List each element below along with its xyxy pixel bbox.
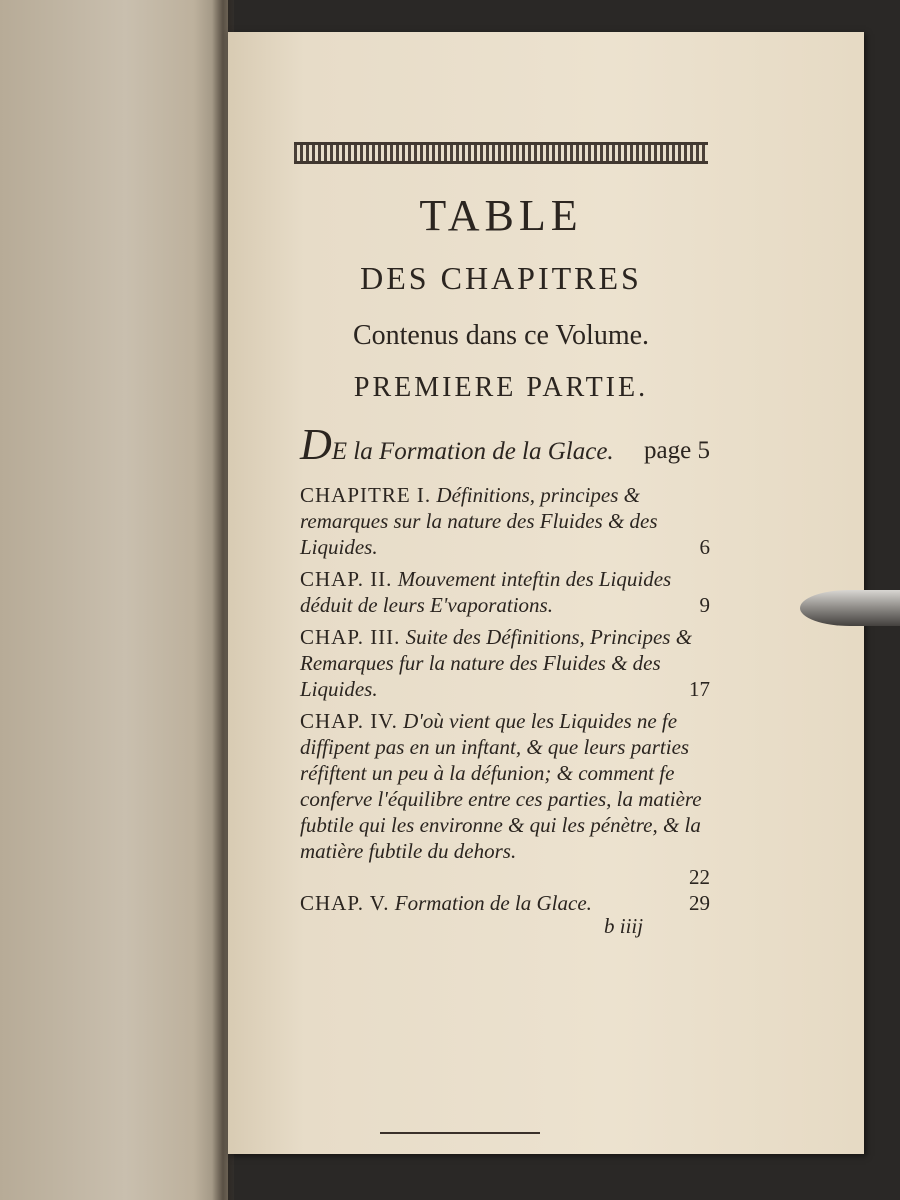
chapter-text: Formation de la Glace. [394,891,592,915]
chapter-entry [300,482,710,560]
chapter-lead: CHAP. V. [300,891,390,915]
chapter-page: 9 [699,593,710,617]
intro-text: E la Formation de la Glace. [331,438,614,465]
chapter-lead: CHAP. III. [300,625,401,649]
chapter-text: Définitions, principes & remarques sur la nature des Fluides & des Liquides. [300,483,658,559]
chapter-entry [300,566,710,618]
chapter-entry [300,624,710,702]
drop-cap: D [300,420,332,469]
chapter-lead: CHAP. IV. [300,709,398,733]
chapter-text: Suite des Définitions, Principes & Remarques fur la nature des Fluides & des Liquides. [300,625,693,701]
page-title: TABLE [419,191,583,240]
chapter-page: 17 [689,677,710,701]
chapter-page: 22 [689,865,710,889]
chapter-page: 6 [699,535,710,559]
contents-line: Contenus dans ce Volume. [352,320,650,351]
metal-bookmark [800,590,900,626]
ornamental-band [294,142,708,164]
chapter-lead: CHAPITRE I. [300,483,432,507]
chapter-entry [300,708,710,889]
part-heading: PREMIERE PARTIE. [353,372,649,403]
right-page [228,32,864,1154]
chapter-entry [300,890,710,916]
chapter-text: D'où vient que les Liquides ne fe diffipent pas en un inftant, & que leurs parties réfiftent un peu à la défunion; & comment fe conferve l'équilibre entre ces parties, la matière fubtile qui les environne & qui les pénètre, & la matière fubtile du dehors. [300,709,702,863]
chapter-page: 29 [689,891,710,915]
left-page [0,0,228,1200]
intro-entry [300,420,710,469]
intro-page: page 5 [644,437,710,464]
bottom-rule [380,1132,540,1134]
chapter-text: Mouvement inteftin des Liquides déduit de leurs E'vaporations. [300,567,672,617]
page-subtitle: DES CHAPITRES [360,260,642,296]
signature-mark: b iiij [604,914,644,938]
chapter-lead: CHAP. II. [300,567,393,591]
